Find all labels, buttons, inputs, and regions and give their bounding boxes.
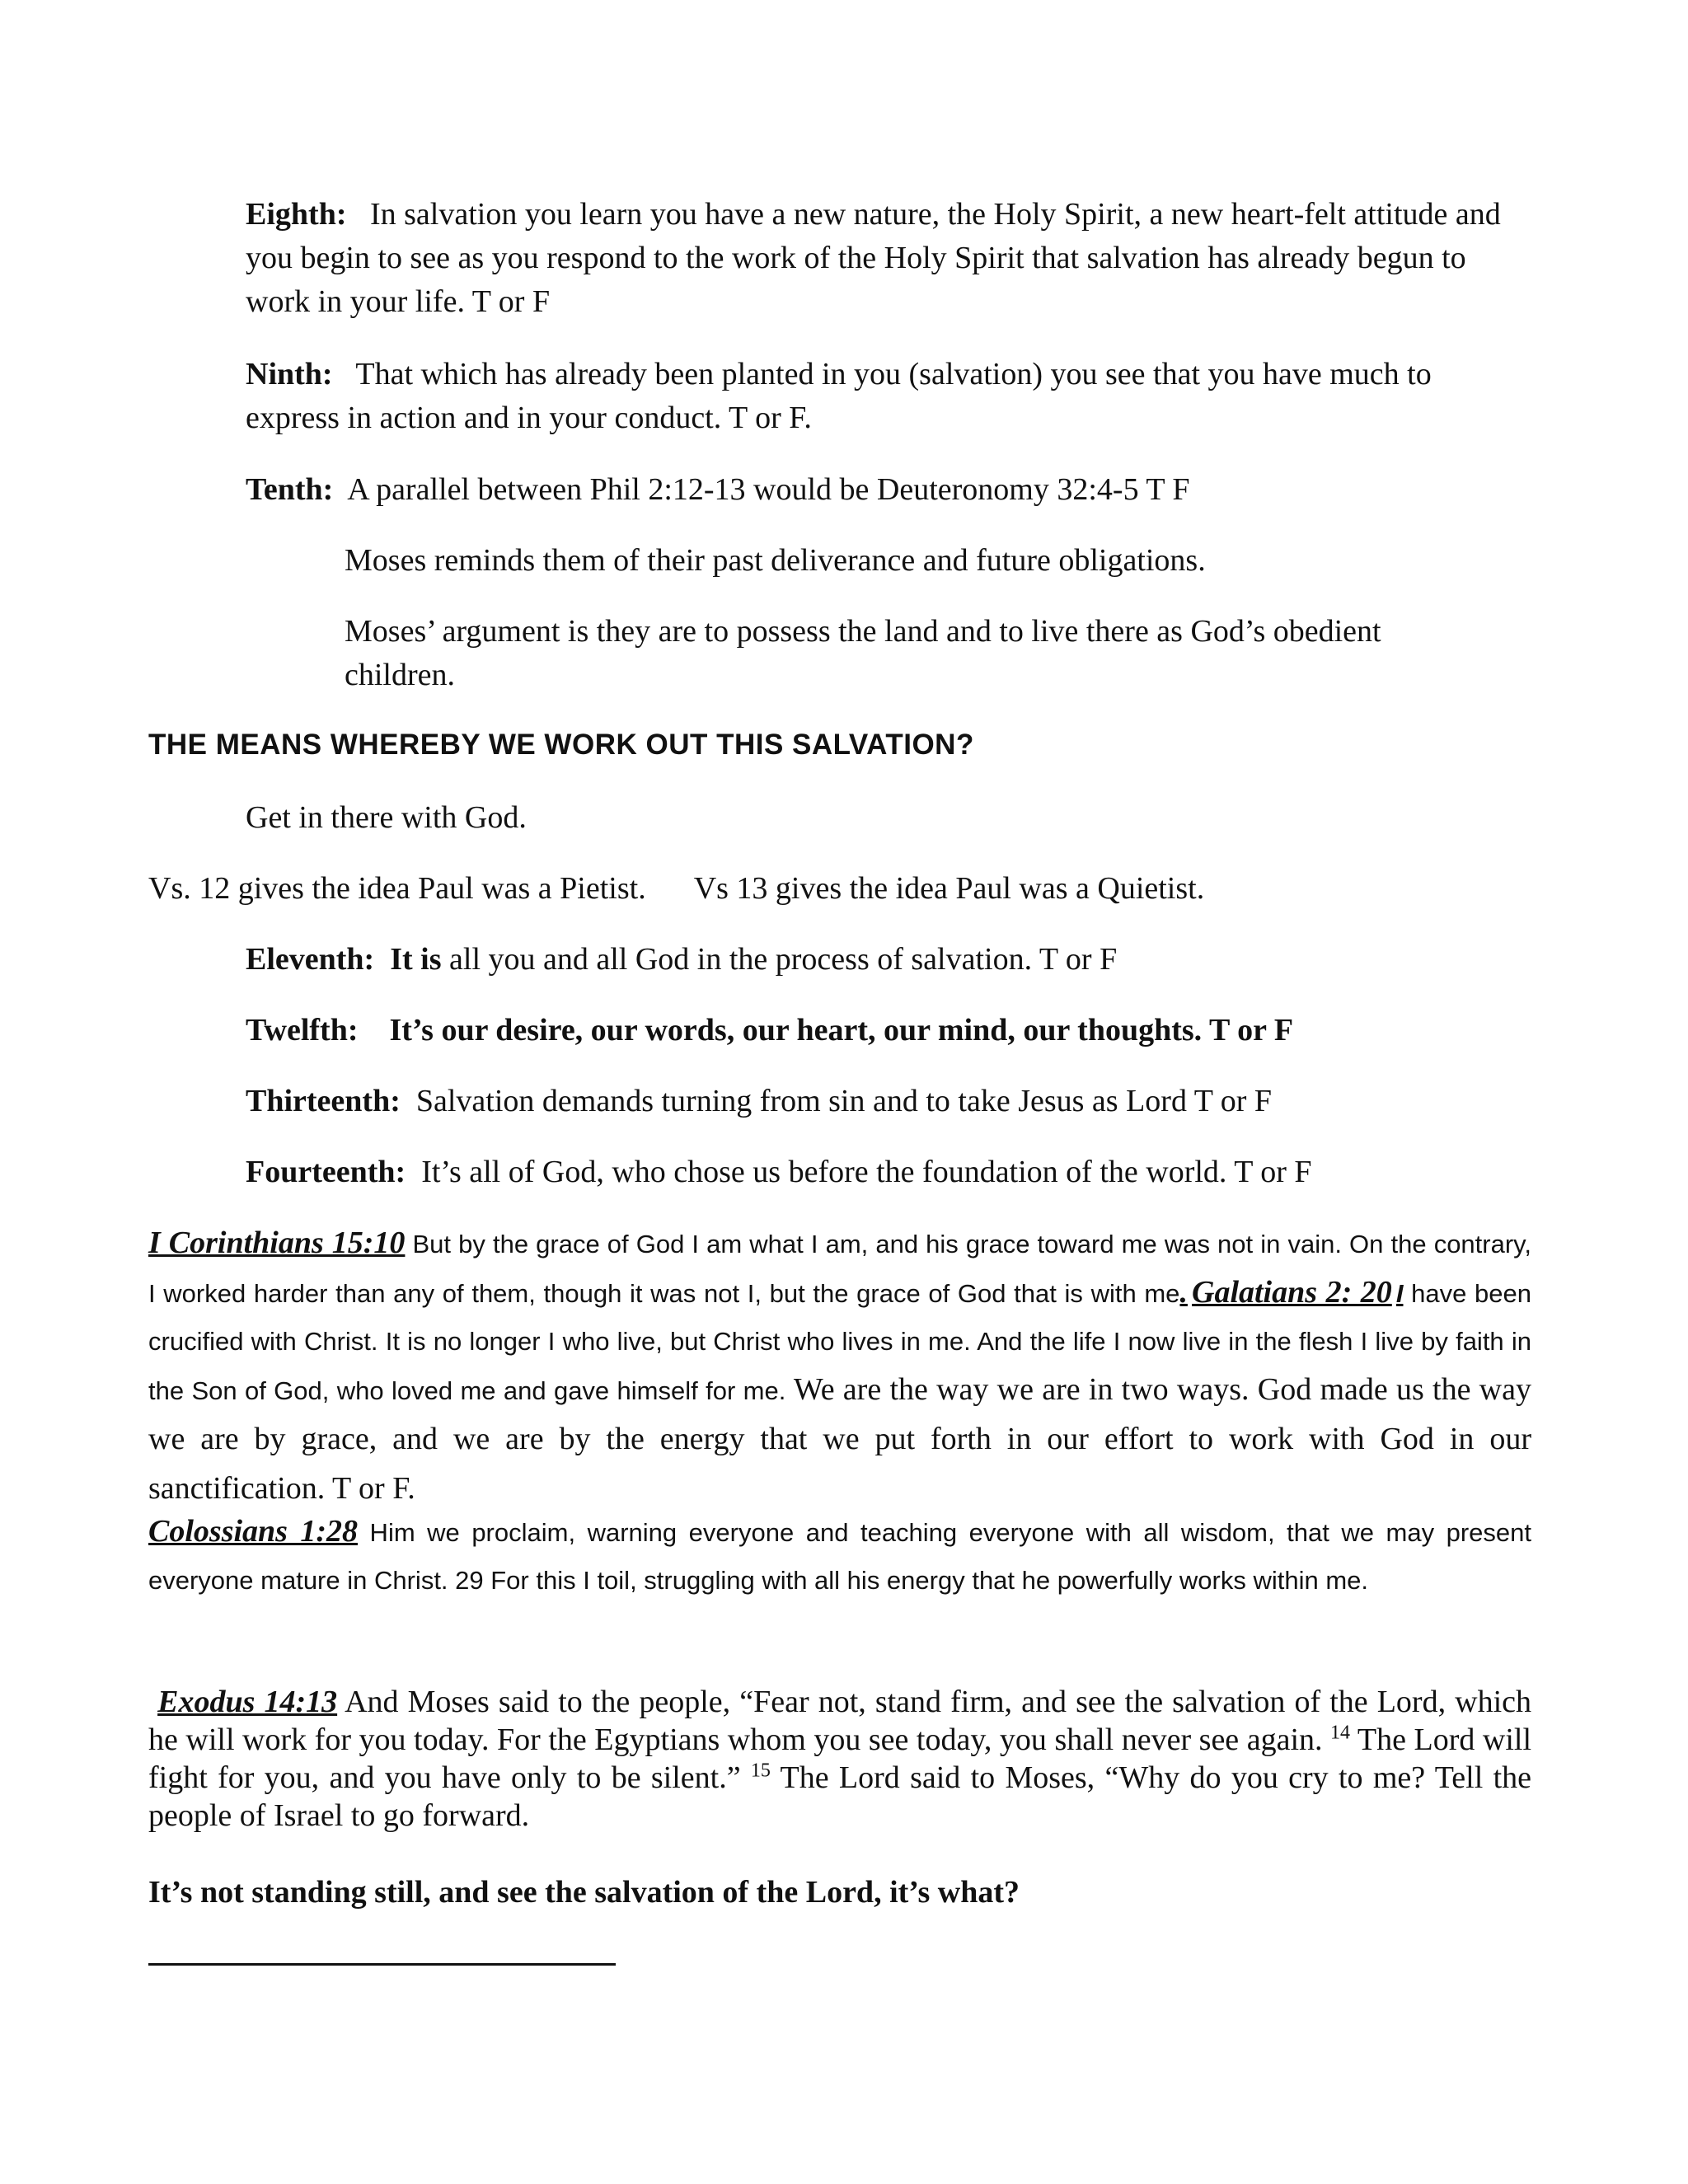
scripture-text-corinthians: But by the grace of God I am what I am, and his grace toward me was not in vain. On the contrary, I worked harder than any of them, though it was not I, but the grace of God that is with me xyxy=(148,1230,1531,1308)
scripture-text-galatians: have been crucified with Christ. It is no longer I who live, but Christ who lives in me. And the life I now live in the flesh I live by faith in the Son of God, who loved me and gave himself for me. xyxy=(148,1279,1532,1405)
scripture-text-exodus-1: And Moses said to the people, “Fear not, stand firm, and see the salvation of the Lord, which he will work for you today. For the Egyptians whom you see today, you shall never see again. xyxy=(148,1685,1532,1757)
question-text: all you and all God in the process of salvation. T or F xyxy=(449,942,1118,977)
question-eleventh xyxy=(246,938,1531,982)
question-label: Eighth: xyxy=(246,197,347,232)
question-twelfth xyxy=(246,1009,1531,1052)
section-heading: THE MEANS WHEREBY WE WORK OUT THIS SALVATION? xyxy=(148,729,974,761)
question-ninth xyxy=(246,353,1531,440)
question-eighth xyxy=(246,193,1531,324)
moses-note-2: Moses’ argument is they are to possess the land and to live there as God’s obedient children. xyxy=(345,614,1381,692)
question-label: Twelfth: xyxy=(246,1013,359,1047)
question-fourteenth xyxy=(246,1151,1531,1194)
scripture-block-colossians xyxy=(148,1510,1531,1607)
scripture-block-corinthians-galatians: I Corinthians 15:10 But by the grace of God I am what I am, and his grace toward me was not in vain. On the contrary, I worked harder than any of them, though it was not I, but the grace of God that is with me. Galatians 2: 20 I have been crucified with Christ. It is no longer I who live, but Christ who lives in me. And the life I now live in the flesh I live by faith in the Son of God, who loved me and gave himself for me. We are the way we are in two ways. God made us the way we are by grace, and we are by the energy that we put forth in our effort to work with God in our sanctification. T or F. xyxy=(148,1226,1532,1506)
question-text: That which has already been planted in you (salvation) you see that you have much to express in action and in your conduct. T or F. xyxy=(246,357,1432,435)
commentary-text: We are the way we are in two ways. God made us the way we are by grace, and we are by the energy that we put forth in our effort to work with God in our sanctification. T or F. xyxy=(148,1372,1531,1506)
question-label: Tenth: xyxy=(246,472,334,507)
verse-comparison xyxy=(148,867,1550,911)
question-emphasis: It is xyxy=(390,942,442,977)
scripture-text-colossians: Him we proclaim, warning everyone and teaching everyone with all wisdom, that we may present everyone mature in Christ. 29 For this I toil, struggling with all his energy that he powerfully works within me. xyxy=(148,1518,1531,1595)
answer-blank-line xyxy=(148,1963,616,1966)
question-tenth xyxy=(246,468,1531,512)
question-label: Thirteenth: xyxy=(246,1084,401,1118)
final-question: It’s not standing still, and see the salvation of the Lord, it’s what? xyxy=(148,1875,1020,1910)
scripture-reference-exodus: Exodus 14:13 xyxy=(157,1685,338,1719)
scripture-reference-corinthians: I Corinthians 15:10 xyxy=(148,1226,406,1260)
question-label: Fourteenth: xyxy=(246,1155,406,1189)
question-text: It’s our desire, our words, our heart, our mind, our thoughts. T or F xyxy=(389,1013,1294,1047)
scripture-block-exodus xyxy=(148,1683,1531,1835)
verse-12-note: Vs. 12 gives the idea Paul was a Pietist. xyxy=(148,871,646,906)
scripture-reference-colossians: Colossians 1:28 xyxy=(148,1514,359,1549)
scripture-reference-galatians: Galatians 2: 20 xyxy=(1192,1275,1392,1310)
question-text: It’s all of God, who chose us before the foundation of the world. T or F xyxy=(421,1155,1312,1189)
question-thirteenth xyxy=(246,1080,1531,1123)
scripture-text-exodus-3: The Lord said to Moses, “Why do you cry to me? Tell the people of Israel to go forward. xyxy=(148,1760,1531,1833)
question-text: A parallel between Phil 2:12-13 would be Deuteronomy 32:4-5 T F xyxy=(347,472,1190,507)
question-label: Ninth: xyxy=(246,357,333,391)
question-text: In salvation you learn you have a new nature, the Holy Spirit, a new heart-felt attitude and you begin to see as you respond to the work of the Holy Spirit that salvation has already begun to work in your life. T or F xyxy=(246,197,1501,319)
scripture-text-exodus-2: The Lord will fight for you, and you have only to be silent.” xyxy=(148,1722,1531,1795)
question-text: Salvation demands turning from sin and to take Jesus as Lord T or F xyxy=(415,1084,1273,1118)
instruction-text: Get in there with God. xyxy=(246,800,527,835)
verse-number: 15 xyxy=(750,1760,771,1782)
question-label: Eleventh: xyxy=(246,942,375,977)
scripture-reference-galatians-i: I xyxy=(1395,1279,1404,1308)
verse-13-note: Vs 13 gives the idea Paul was a Quietist. xyxy=(693,871,1205,906)
verse-number: 14 xyxy=(1330,1722,1351,1744)
moses-note-1: Moses reminds them of their past deliverance and future obligations. xyxy=(345,543,1206,578)
